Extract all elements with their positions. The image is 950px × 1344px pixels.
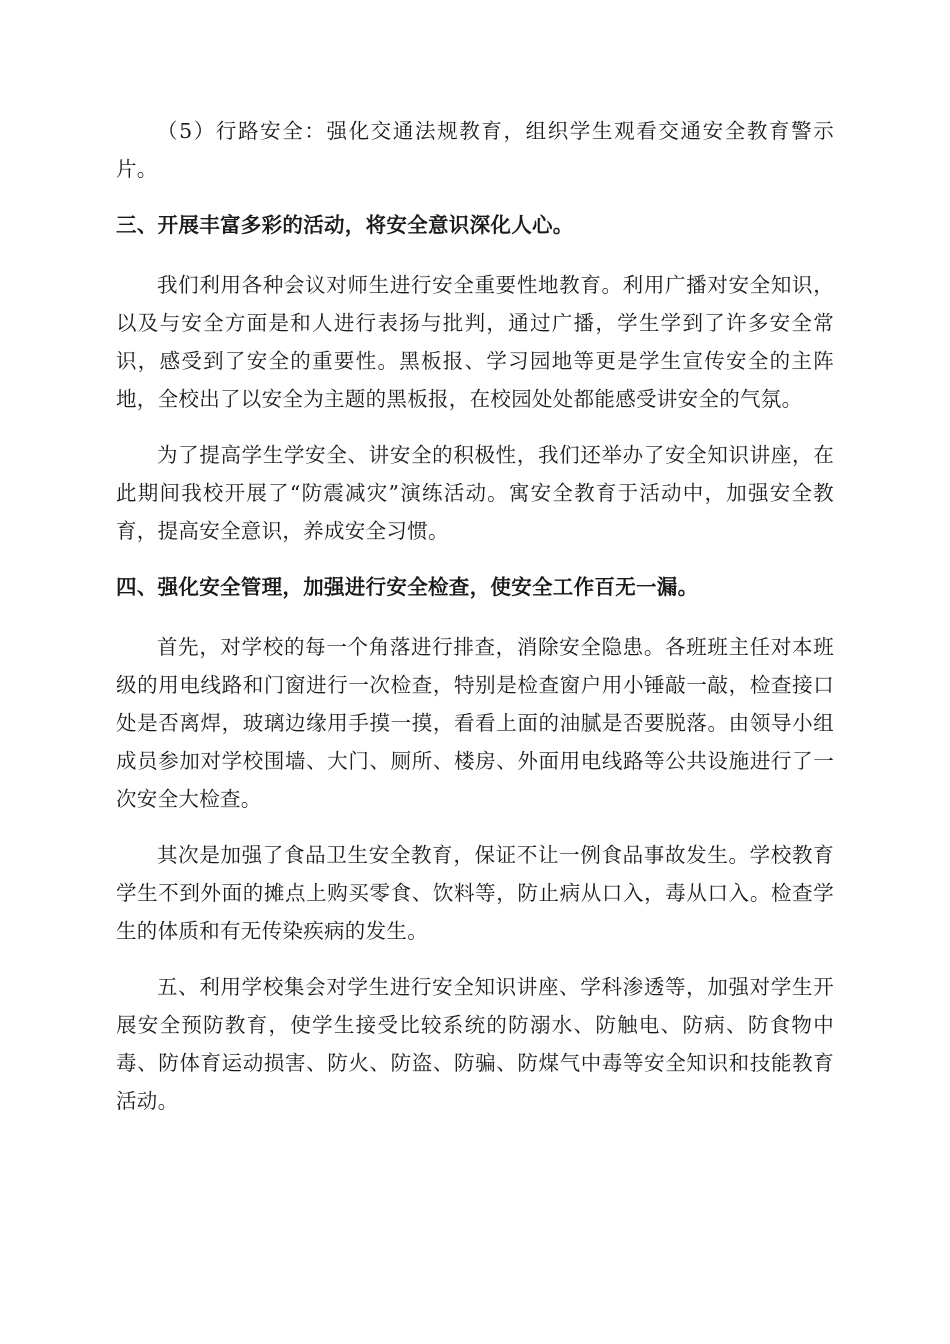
paragraph-traffic-safety: （5）行路安全：强化交通法规教育，组织学生观看交通安全教育警示片。	[116, 119, 834, 181]
document-page	[116, 112, 834, 1138]
paragraph-inspection: 首先，对学校的每一个角落进行排查，消除安全隐患。各班班主任对本班级的用电线路和门窗进行一次检查，特别是检查窗户用小锤敲一敲，检查接口处是否离焊，玻璃边缘用手摸一摸，看看上面的油腻是否要脱落。由领导小组成员参加对学校围墙、大门、厕所、楼房、外面用电线路等公共设施进行了一次安全大检查。	[116, 635, 834, 811]
paragraph-knowledge-lecture: 为了提高学生学安全、讲安全的积极性，我们还举办了安全知识讲座，在此期间我校开展了“防震减灾”演练活动。寓安全教育于活动中，加强安全教育，提高安全意识，养成安全习惯。	[116, 443, 834, 543]
paragraph-meetings-broadcast: 我们利用各种会议对师生进行安全重要性地教育。利用广播对安全知识，以及与安全方面是和人进行表扬与批判，通过广播，学生学到了许多安全常识，感受到了安全的重要性。黑板报、学习园地等更是学生宣传安全的主阵地，全校出了以安全为主题的黑板报，在校园处处都能感受讲安全的气氛。	[116, 273, 834, 411]
section-heading-3: 三、开展丰富多彩的活动，将安全意识深化人心。	[116, 213, 574, 237]
section-heading-4: 四、强化安全管理，加强进行安全检查，使安全工作百无一漏。	[116, 575, 699, 599]
paragraph-food-safety: 其次是加强了食品卫生安全教育，保证不让一例食品事故发生。学校教育学生不到外面的摊点上购买零食、饮料等，防止病从口入，毒从口入。检查学生的体质和有无传染疾病的发生。	[116, 843, 834, 943]
paragraph-assembly-education: 五、利用学校集会对学生进行安全知识讲座、学科渗透等，加强对学生开展安全预防教育，使学生接受比较系统的防溺水、防触电、防病、防食物中毒、防体育运动损害、防火、防盗、防骗、防煤气中毒等安全知识和技能教育活动。	[116, 975, 834, 1113]
